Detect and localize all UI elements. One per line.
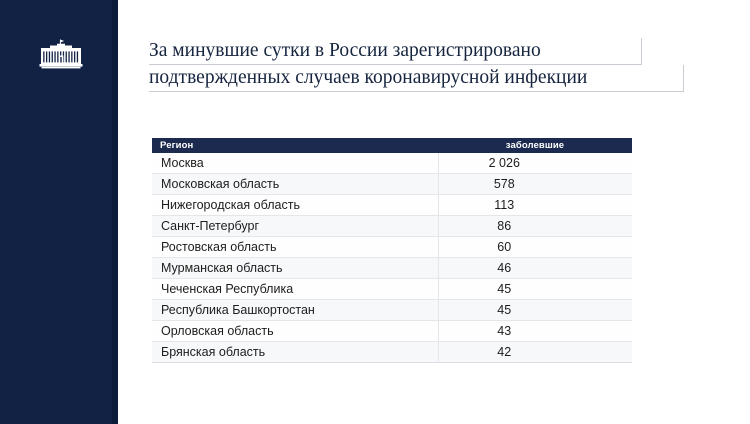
cell-region: Орловская область xyxy=(152,321,438,342)
table-row xyxy=(152,174,632,195)
covid-cases-table xyxy=(152,138,632,363)
cell-region: Нижегородская область xyxy=(152,195,438,216)
cell-count: 42 xyxy=(438,342,632,363)
cell-count: 578 xyxy=(438,174,632,195)
covid-cases-table-container xyxy=(152,138,632,363)
government-building-emblem-icon xyxy=(37,39,85,71)
cell-region: Ростовская область xyxy=(152,237,438,258)
table-row xyxy=(152,258,632,279)
table-header-row xyxy=(152,138,632,153)
table-header xyxy=(152,138,632,153)
page-title-line-1: За минувшие сутки в России зарегистрировано xyxy=(149,38,642,65)
table-row xyxy=(152,237,632,258)
cell-region: Мурманская область xyxy=(152,258,438,279)
cell-count: 45 xyxy=(438,279,632,300)
cell-count: 45 xyxy=(438,300,632,321)
left-sidebar xyxy=(0,0,118,424)
cell-count: 43 xyxy=(438,321,632,342)
table-row xyxy=(152,321,632,342)
cell-count: 113 xyxy=(438,195,632,216)
page-title xyxy=(149,38,695,92)
page-title-line-2: подтвержденных случаев коронавирусной инфекции xyxy=(149,65,684,92)
sidebar-edge-stripe xyxy=(112,0,118,424)
cell-count: 60 xyxy=(438,237,632,258)
cell-region: Республика Башкортостан xyxy=(152,300,438,321)
cell-count: 2 026 xyxy=(438,153,632,174)
table-row xyxy=(152,195,632,216)
cell-count: 46 xyxy=(438,258,632,279)
cell-region: Брянская область xyxy=(152,342,438,363)
table-body xyxy=(152,153,632,363)
table-row xyxy=(152,342,632,363)
cell-count: 86 xyxy=(438,216,632,237)
table-row xyxy=(152,279,632,300)
cell-region: Московская область xyxy=(152,174,438,195)
cell-region: Чеченская Республика xyxy=(152,279,438,300)
table-row xyxy=(152,153,632,174)
cell-region: Санкт-Петербург xyxy=(152,216,438,237)
cell-region: Москва xyxy=(152,153,438,174)
table-row xyxy=(152,216,632,237)
column-header-count: заболевшие xyxy=(438,138,632,153)
table-row xyxy=(152,300,632,321)
column-header-region: Регион xyxy=(152,138,438,153)
